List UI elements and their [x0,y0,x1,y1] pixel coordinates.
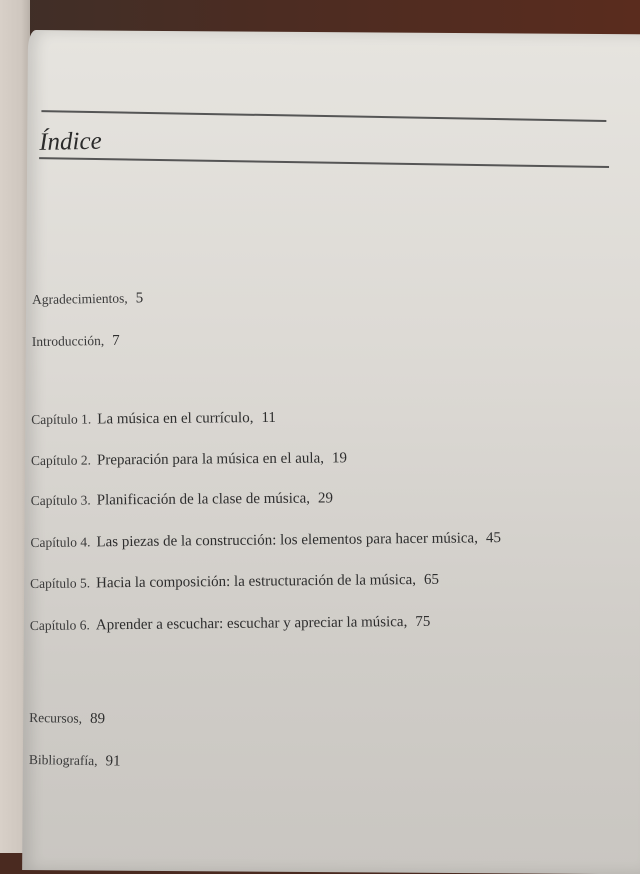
toc-entry-bibliografia [29,752,121,770]
toc-entry-introduccion [32,333,120,351]
toc-entry-chapter-3 [31,490,333,510]
chapter-page: 11 [261,409,276,427]
toc-entry-chapter-6 [30,614,431,635]
entry-label: Agradecimientos, [31,290,128,308]
title-rule-top [41,110,606,121]
entry-page: 91 [105,753,121,770]
chapter-title: Aprender a escuchar: escuchar y apreciar la música, [95,614,408,634]
title-rule-bottom [39,157,609,167]
chapter-page: 65 [423,571,440,588]
toc-entry-recursos [29,710,105,728]
toc-entry-chapter-2 [31,450,347,470]
chapter-title: Hacia la composición: la estructuración de la música, [96,571,417,592]
page-title: Índice [38,127,102,156]
chapter-page: 29 [317,490,334,507]
chapter-page: 45 [485,530,501,547]
chapter-label: Capítulo 1. [31,411,92,428]
chapter-label: Capítulo 2. [30,452,92,469]
chapter-label: Capítulo 3. [30,492,91,509]
chapter-title: Planificación de la clase de música, [96,490,311,509]
chapter-title: La música en el currículo, [97,410,254,428]
toc-entry-chapter-1 [31,410,276,429]
entry-label: Bibliografía, [28,752,98,769]
entry-page: 7 [112,332,120,349]
entry-label: Recursos, [29,710,83,726]
entry-page: 5 [135,290,144,307]
chapter-title: Las piezas de la construcción: los elementos para hacer música, [96,530,478,551]
chapter-page: 75 [415,613,431,630]
chapter-title: Preparación para la música en el aula, [96,450,325,469]
chapter-page: 19 [331,450,348,467]
toc-entry-chapter-4 [30,530,501,552]
chapter-label: Capítulo 4. [30,534,91,551]
toc-entry-chapter-5 [30,572,439,593]
entry-label: Introducción, [31,333,105,350]
chapter-label: Capítulo 6. [29,617,90,634]
entry-page: 89 [89,710,106,728]
book-page [22,30,640,874]
chapter-label: Capítulo 5. [30,575,91,592]
toc-entry-agradecimientos [32,290,143,309]
